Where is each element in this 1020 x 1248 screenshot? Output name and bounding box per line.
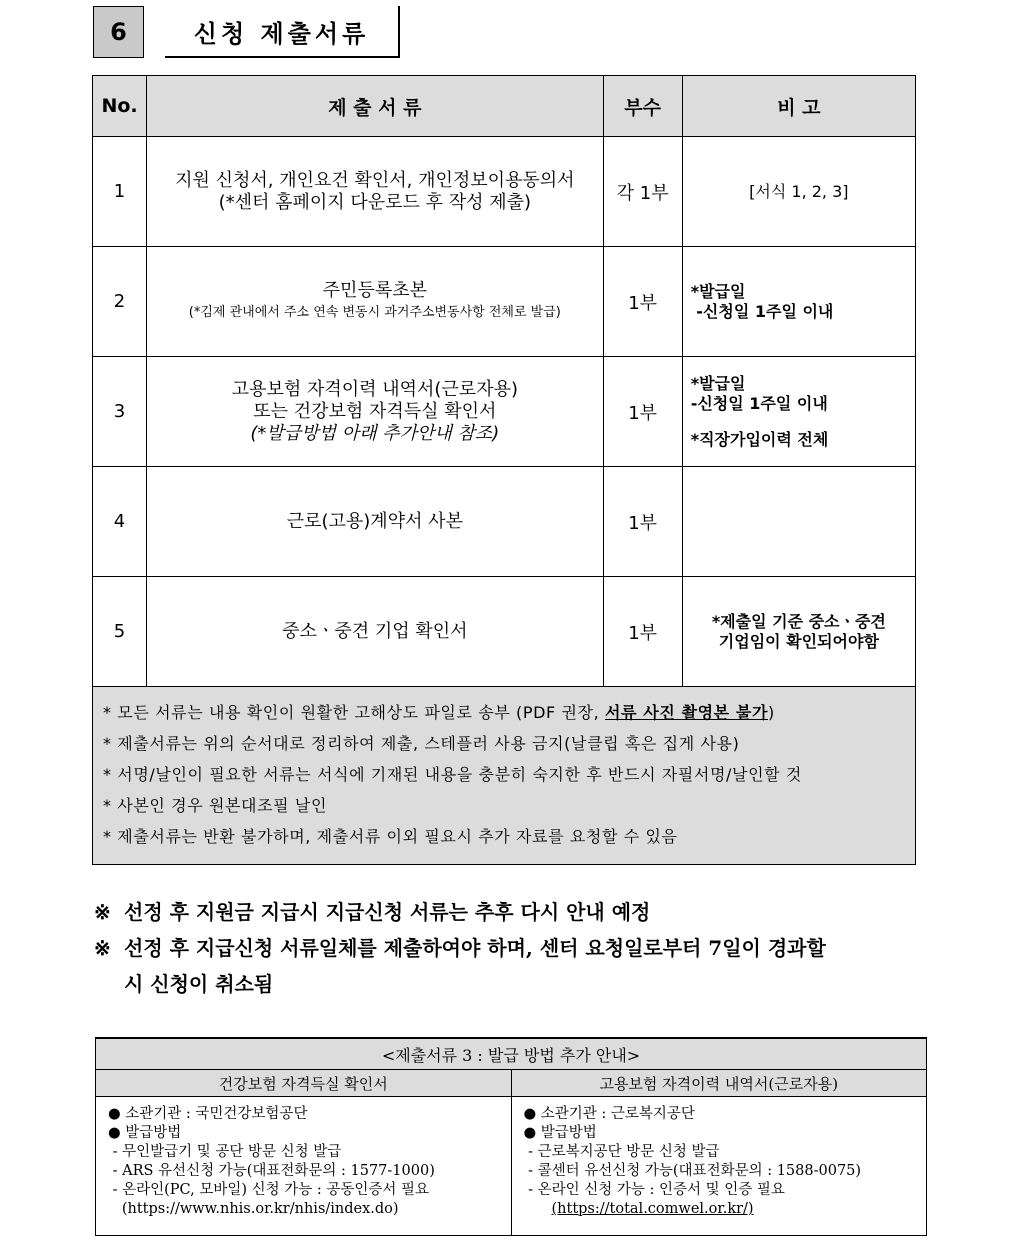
- row-quantity: 각 1부: [603, 137, 682, 247]
- row-quantity: 1부: [603, 577, 682, 687]
- table-header-row: [93, 76, 916, 137]
- section-number: 6: [93, 6, 144, 58]
- row-note: [682, 467, 915, 577]
- guide-line: - 온라인 신청 가능 : 인증서 및 인증 필요: [523, 1182, 785, 1198]
- guide-line: ● 발급방법: [523, 1125, 597, 1141]
- table-row: [93, 247, 916, 357]
- note-emphasis: 서류 사진 촬영본 불가: [605, 703, 769, 722]
- issuance-guide-table: [95, 1037, 927, 1236]
- row-number: 2: [93, 247, 147, 357]
- guide-line: - 온라인(PC, 모바일) 신청 가능 : 공동인증서 필요: [108, 1182, 430, 1198]
- doc-line: 주민등록초본: [322, 279, 427, 301]
- row-number: 4: [93, 467, 147, 577]
- doc-line: (*센터 홈페이지 다운로드 후 작성 제출): [218, 191, 532, 213]
- guide-line: - 무인발급기 및 공단 방문 신청 발급: [108, 1144, 342, 1160]
- table-row: [93, 467, 916, 577]
- guide-title: <제출서류 3 : 발급 방법 추가 안내>: [96, 1038, 927, 1070]
- note-line: -신청일 1주일 이내: [690, 301, 834, 321]
- note-line: -신청일 1주일 이내: [690, 393, 828, 413]
- row-quantity: 1부: [603, 467, 682, 577]
- notes-box: [93, 687, 916, 865]
- note-line: *발급일: [690, 373, 746, 393]
- doc-line: (*김제 관내에서 주소 연속 변동시 과거주소변동사항 전체로 발급): [188, 304, 561, 320]
- note-item: * 서명/날인이 필요한 서류는 서식에 기재된 내용을 충분히 숙지한 후 반드시 자필서명/날인할 것: [103, 765, 802, 784]
- row-note: [682, 357, 915, 467]
- row-document: [147, 357, 604, 467]
- row-document: [147, 247, 604, 357]
- guide-left-body: [96, 1097, 512, 1236]
- header-doc: 제 출 서 류: [147, 76, 604, 137]
- doc-line: 근로(고용)계약서 사본: [286, 510, 463, 532]
- note-line: *제출일 기준 중소ㆍ중견: [711, 611, 886, 631]
- header-no: No.: [93, 76, 147, 137]
- reference-mark-icon: ※: [94, 900, 111, 924]
- guide-line: - 근로복지공단 방문 신청 발급: [523, 1144, 720, 1160]
- table-row: [93, 357, 916, 467]
- header-qty: 부수: [603, 76, 682, 137]
- row-number: 5: [93, 577, 147, 687]
- row-number: 1: [93, 137, 147, 247]
- warning-2: ※ 선정 후 지급신청 서류일체를 제출하여야 하며, 센터 요청일로부터 7일이 경과할 시 신청이 취소됨: [94, 930, 934, 1002]
- doc-line: 지원 신청서, 개인요건 확인서, 개인정보이용동의서: [175, 169, 575, 191]
- section-title: 신청 제출서류: [165, 6, 400, 58]
- guide-right-header: 고용보험 자격이력 내역서(근로자용): [511, 1070, 927, 1097]
- row-note: [682, 137, 915, 247]
- guide-line: - 콜센터 유선신청 가능(대표전화문의 : 1588-0075): [523, 1163, 862, 1179]
- guide-line: ● 발급방법: [108, 1125, 182, 1141]
- documents-table: [92, 75, 916, 865]
- warning-1: ※ 선정 후 지원금 지급시 지급신청 서류는 추후 다시 안내 예정: [94, 894, 650, 930]
- guide-left-header: 건강보험 자격득실 확인서: [96, 1070, 512, 1097]
- row-note: [682, 577, 915, 687]
- doc-line: 중소ㆍ중견 기업 확인서: [282, 620, 468, 642]
- doc-line: 고용보험 자격이력 내역서(근로자용): [231, 378, 518, 400]
- note-item: * 제출서류는 반환 불가하며, 제출서류 이외 필요시 추가 자료를 요청할 수 있음: [103, 827, 678, 846]
- note-item: * 사본인 경우 원본대조필 날인: [103, 796, 328, 815]
- row-quantity: 1부: [603, 247, 682, 357]
- guide-line: (https://www.nhis.or.kr/nhis/index.do): [108, 1201, 399, 1217]
- row-document: [147, 577, 604, 687]
- reference-mark-icon: ※: [94, 936, 111, 960]
- guide-line: ● 소관기관 : 근로복지공단: [523, 1106, 695, 1122]
- note-item: * 모든 서류는 내용 확인이 원활한 고해상도 파일로 송부 (PDF 권장, 서류 사진 촬영본 불가): [103, 703, 775, 722]
- guide-line: ● 소관기관 : 국민건강보험공단: [108, 1106, 308, 1122]
- note-line: 기업임이 확인되어야함: [718, 631, 879, 651]
- row-quantity: 1부: [603, 357, 682, 467]
- header-note: 비 고: [682, 76, 915, 137]
- row-number: 3: [93, 357, 147, 467]
- table-row: [93, 577, 916, 687]
- row-note: [682, 247, 915, 357]
- note-item: * 제출서류는 위의 순서대로 정리하여 제출, 스테플러 사용 금지(날클립 혹은 집게 사용): [103, 734, 740, 753]
- note-line: *발급일: [690, 281, 746, 301]
- guide-right-body: [511, 1097, 927, 1236]
- doc-line: 또는 건강보험 자격득실 확인서: [253, 400, 497, 422]
- guide-line: - ARS 유선신청 가능(대표전화문의 : 1577-1000): [108, 1163, 435, 1179]
- doc-line: (*발급방법 아래 추가안내 참조): [250, 422, 500, 444]
- notes-row: [93, 687, 916, 865]
- guide-url[interactable]: (https://total.comwel.or.kr/): [551, 1201, 754, 1217]
- note-line: *직장가입이력 전체: [690, 429, 829, 449]
- table-row: [93, 137, 916, 247]
- note-line: [서식 1, 2, 3]: [749, 181, 849, 201]
- row-document: [147, 467, 604, 577]
- row-document: [147, 137, 604, 247]
